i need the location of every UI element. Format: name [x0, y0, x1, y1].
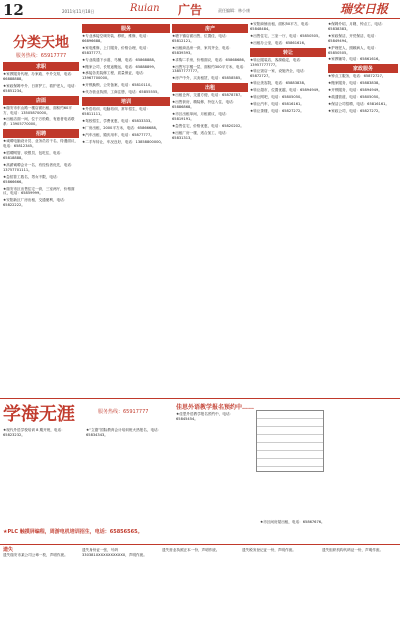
ad-item: ★驾校招生，学费优惠，电话：65833333。: [82, 118, 154, 123]
lost-notice: 遗失瑞安市某公司公章一枚，声明作废。: [3, 553, 68, 557]
lost-notices-col: [242, 548, 318, 553]
ad-item: ★护理老人，照顾病人，电话：65850505。: [328, 45, 378, 55]
ad-item: ★急售住宅，价格优惠，电话：65820202。: [172, 123, 244, 128]
ad-item: ★出租办公室，电话：65861616。: [250, 40, 308, 45]
ad-item: ★求购二手房，价格面议，电话：65868686。: [172, 57, 248, 62]
ad-item: ★转让茶楼，电话：65827272。: [250, 108, 304, 113]
lost-notices-col: [322, 548, 398, 553]
ad-item: ★家政保洁，开荒保洁，电话：65849494。: [328, 33, 378, 43]
column-1: [3, 22, 79, 210]
category-zhaopin: 招聘: [3, 129, 79, 138]
lost-notices-col: [162, 548, 238, 553]
ad-item: ★瑞安市东山路一楼店面出租，面积约60平方，电话：13505870000。: [3, 105, 72, 115]
ad-item: ★承接各类装修工程，质量保证，电话：13967700000。: [82, 71, 147, 81]
ad-item: ★急招普工数名，男女不限，电话：65866666。: [3, 174, 61, 184]
ad-item: ★开锁换锁，公安备案，电话：65810110。: [82, 83, 154, 88]
page-header: [0, 0, 400, 19]
xuehai-banner: [3, 400, 173, 426]
ad-item: ★家政保姆中介、日常护工、看护老人，电话：65851234。: [3, 83, 79, 93]
schedule-table: [256, 410, 324, 472]
ad-item: ★保洁公司招聘，电话：65816161。: [328, 101, 390, 106]
ad-item: ★开锁服务，电话：65894949。: [328, 88, 382, 93]
section-divider: [0, 544, 400, 545]
ad-item: ★出售写字楼一层，面积约300平方米，电话：13857777777。: [172, 64, 247, 74]
classified-phone: 服务热线：65917777: [15, 53, 67, 59]
ad-item: ★家教辅导，电话：65861616。: [328, 57, 382, 62]
ad-item: ★专业承接空调安装、移机、维修，电话：66896688。: [82, 34, 150, 43]
category-chuzu: 出租: [172, 83, 248, 92]
ad-item: ★市区出租单间，月租面议，电话：65819191。: [172, 111, 230, 121]
ad-item: ★出租店面一间，位于万松路，有意者电话联系：13905770000。: [3, 117, 75, 127]
ad-item: ★诚聘电脑设计员、业务员若干名，待遇面议，电话：65812345。: [3, 139, 79, 149]
announcement: ★PLC 触摸屏编程，周游电机培训招生，电话：65856565。: [3, 529, 143, 535]
ad-item: ★房产中介，买卖租赁，电话：65858585。: [172, 76, 244, 81]
category-zhuanrang: 转让: [250, 48, 326, 57]
ad-item: ★汽车出租，婚庆用车，电话：65877777。: [82, 132, 154, 137]
school-ad: ★佳思外语教学报名预约中，电话：65845454。: [176, 412, 234, 421]
category-dianmian: 店面: [3, 96, 79, 105]
ad-item: ★专业疏通下水道、马桶，电话：65868888。: [82, 57, 158, 62]
ad-item: ★转让超市，位置优越，电话：65894949。: [250, 88, 322, 93]
ad-item: ★厂房出租，2000平方米，电话：65866688。: [82, 125, 160, 130]
category-fangchan: 房产: [172, 24, 248, 33]
page-number: 12: [3, 1, 24, 19]
ad-item: ★保姆介绍，月嫂、钟点工，电话：65838383。: [328, 22, 386, 31]
xuehai-title: 学海无涯: [3, 404, 75, 425]
jiasi-title: 佳思外语教学报名预约中……: [176, 404, 255, 411]
lost-notice: 遗失组织机构代码证一份，声明作废。: [322, 548, 384, 552]
ad-item: ★转让饭店一家，设施齐全，电话：65872727。: [250, 69, 308, 79]
publish-date: 2011年11月18日: [62, 9, 95, 14]
ad-item: ★家政公司，电话：65827272。: [328, 108, 382, 113]
school-ad: ★“立德”国际教育会计培训班火热报名，电话：65834343。: [86, 428, 162, 437]
newspaper-logo: 瑞安日报: [340, 2, 389, 16]
ad-item: ★塘下镇店面出售，位置佳，电话：65812121。: [172, 34, 230, 43]
ad-item: ★代办营业执照、工商注册，电话：65855555。: [82, 90, 162, 95]
ad-item: ★外语培训、电脑培训，常年招生，电话：65811111。: [82, 107, 150, 116]
lost-notices-col: [3, 548, 79, 558]
ad-item: ★转让美容院，电话：65883838。: [250, 81, 308, 86]
section-divider: [0, 398, 400, 399]
category-peixun: 培训: [82, 97, 170, 106]
announcement: ★市区间房屋出租，电话：65867676。: [260, 520, 325, 524]
ad-item: ★出租厂房一楼，适合加工，电话：65831313。: [172, 130, 230, 140]
ad-item: ★出租仓库，交通方便，电话：65878787。: [172, 93, 244, 98]
ad-item: ★高薪诚聘会计一名，有经验者优先，电话：13757701111。: [3, 162, 75, 172]
lost-notices-col: [82, 548, 158, 558]
ad-item: ★安阳商铺出租，面积50平方，电话：65848484。: [250, 22, 312, 31]
column-2: [82, 22, 170, 147]
ad-item: ★转让服装店，客源稳定，电话：13957777777。: [250, 57, 304, 67]
ad-item: ★搬家服务，电话：65883838。: [328, 81, 382, 86]
xuehai-phone: 服务热线：65917777: [98, 409, 149, 415]
category-fuwu: 服务: [82, 24, 170, 33]
lost-notice: 遗失营业执照正本一份，声明作废。: [162, 548, 220, 552]
ad-item: ★瑞安市区出售住宅一套，三室两厅，价格面议，电话：65859999。: [3, 186, 75, 196]
ad-item: ★家教服务代理、办家政、中介交易，电话：66888888。: [3, 72, 75, 81]
ad-item: ★出售住宅，三室一厅，电话：65850505。: [250, 33, 322, 38]
ad-item: ★转让汽车，电话：65816161。: [250, 101, 304, 106]
classified-title: 分类天地: [13, 35, 69, 51]
ad-item: ★出租商品房一套，家具齐全，电话：65839393。: [172, 45, 233, 55]
lost-notice: 遗失身份证一张，号码330381XXXXXXXXXXXX，声明作废。: [82, 548, 147, 557]
ruian-wordmark: Ruian: [130, 3, 160, 14]
column-5: [328, 22, 398, 116]
column-4: [250, 22, 326, 116]
category-jiazheng: 家政服务: [328, 64, 398, 73]
ad-item: ★疏通管道，电话：65805050。: [328, 95, 382, 100]
ad-item: ★转让网吧，电话：65805050。: [250, 95, 304, 100]
school-ad: ★现代外语学校培训 8 期开班，电话：65823232。: [3, 428, 65, 437]
ad-item: ★安阳新区厂房出租，交通便利，电话：65822222。: [3, 198, 68, 208]
ad-item: ★招聘网管、收银员，包吃住，电话：65818888。: [3, 151, 64, 160]
ad-item: ★钟点工服务，电话：65872727。: [328, 74, 386, 79]
lost-notice: 遗失税务登记证一份，声明作废。: [242, 548, 296, 552]
ad-item: ★搬家公司，长短途搬运，电话：65888899。: [82, 64, 158, 69]
editor-credit: 责任编辑：林小康: [218, 8, 250, 13]
ad-item: ★家电维修，上门服务，价格合理，电话：65837777。: [82, 45, 150, 55]
column-3: [172, 22, 248, 143]
section-title: 广告: [178, 3, 203, 17]
ad-item: ★出售套房，精装修，拎包入住，电话：65886868。: [172, 100, 237, 110]
category-qiuzhi: 求职: [3, 62, 79, 71]
category-yishi: 遗失: [3, 547, 14, 553]
ad-item: ★二手车转让，车况良好，电话：13858800000。: [82, 139, 165, 144]
